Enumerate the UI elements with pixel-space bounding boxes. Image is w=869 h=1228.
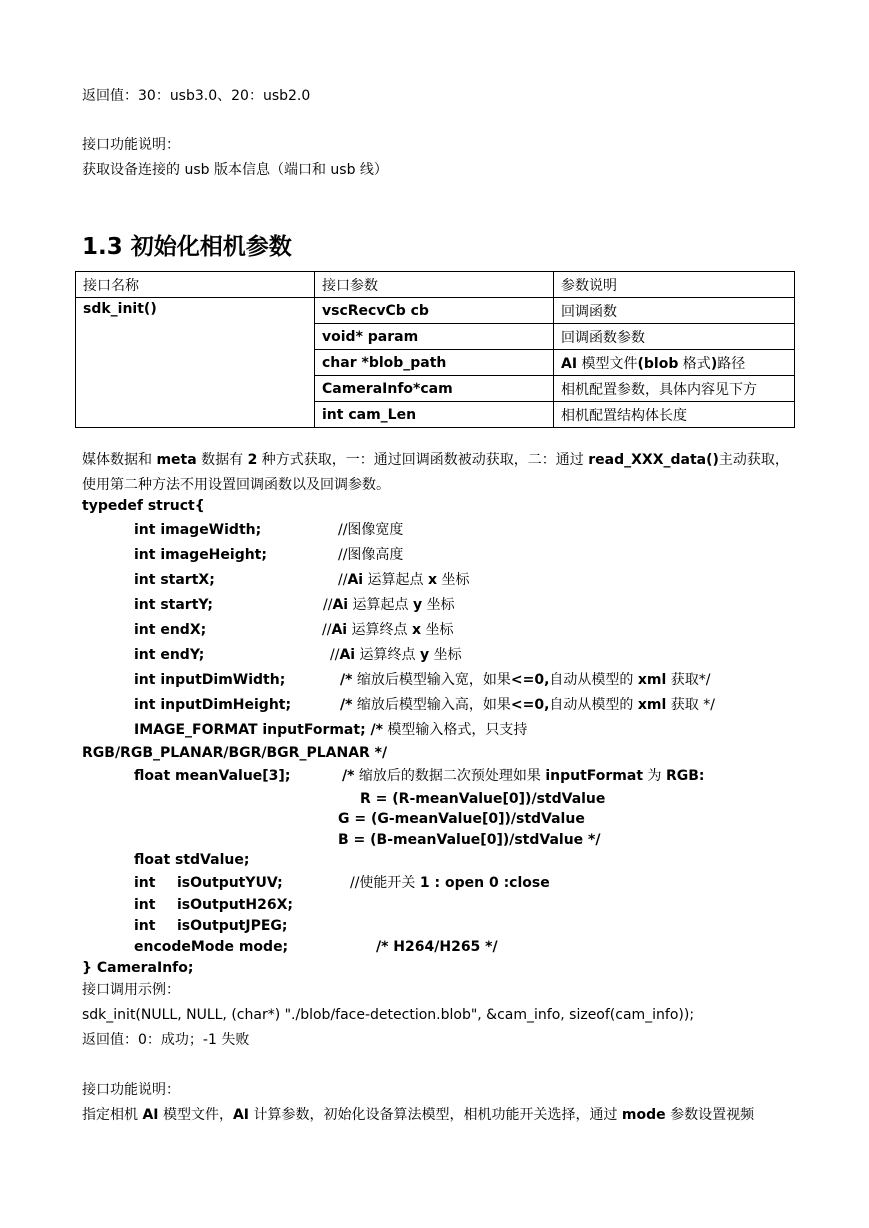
struct-field-comment: //Ai 运算起点 y 坐标 <box>323 597 455 613</box>
desc-bold: AI <box>561 355 578 372</box>
func-desc-label: 接口功能说明： <box>82 1082 180 1098</box>
struct-field-comment: /* 缩放后模型输入宽，如果<=0,自动从模型的 xml 获取*/ <box>340 672 711 688</box>
struct-field-decl: int endX; <box>134 622 207 638</box>
yuv-type: int <box>134 875 156 891</box>
struct-field-decl: int endY; <box>134 647 205 663</box>
mean-value-decl: float meanValue[3]; <box>134 768 291 784</box>
struct-field-comment: //图像高度 <box>338 547 404 563</box>
h26x-name: isOutputH26X; <box>177 897 293 913</box>
jpeg-type: int <box>134 918 156 934</box>
jpeg-name: isOutputJPEG; <box>177 918 288 934</box>
intro-text: 种方式获取，一：通过回调函数被动获取，二：通过 <box>257 452 589 468</box>
table-header-cell: 参数说明 <box>554 272 795 298</box>
usb-func-desc-text: 获取设备连接的 usb 版本信息（端口和 usb 线） <box>82 162 388 178</box>
example-label: 接口调用示例： <box>82 982 180 998</box>
usb-return-value: 返回值：30：usb3.0、20：usb2.0 <box>82 88 311 104</box>
encode-mode-comment: /* H264/H265 */ <box>376 939 498 955</box>
desc-text: 路径 <box>717 355 746 372</box>
function-name-cell: sdk_init() <box>76 298 315 428</box>
image-format-cont: RGB/RGB_PLANAR/BGR/BGR_PLANAR */ <box>82 745 388 761</box>
formula-b: B = (B-meanValue[0])/stdValue */ <box>338 832 601 848</box>
std-value-decl: float stdValue; <box>134 852 250 868</box>
formula-g: G = (G-meanValue[0])/stdValue <box>338 811 585 827</box>
table-header-cell: 接口参数 <box>315 272 554 298</box>
usb-func-desc-label: 接口功能说明： <box>82 137 180 153</box>
param-cell: int cam_Len <box>315 402 554 428</box>
intro-text: 主动获取，使用第二种方法不用设置回调函数以及回调参数。 <box>82 452 789 493</box>
desc-cell: 相机配置结构体长度 <box>554 402 795 428</box>
h26x-type: int <box>134 897 156 913</box>
table-header-cell: 接口名称 <box>76 272 315 298</box>
struct-field-decl: int imageWidth; <box>134 522 262 538</box>
struct-field-decl: int inputDimWidth; <box>134 672 286 688</box>
section-heading: 1.3 初始化相机参数 <box>82 234 292 260</box>
desc-bold: ) <box>710 355 718 372</box>
image-format-line: IMAGE_FORMAT inputFormat; /* 模型输入格式，只支持 <box>134 722 528 738</box>
mean-value-comment: /* 缩放后的数据二次预处理如果 inputFormat 为 RGB: <box>342 768 705 784</box>
desc-cell: 回调函数参数 <box>554 324 795 350</box>
struct-field-comment: //Ai 运算终点 x 坐标 <box>322 622 454 638</box>
yuv-name: isOutputYUV; <box>177 875 283 891</box>
encode-mode-decl: encodeMode mode; <box>134 939 289 955</box>
example-return-value: 返回值：0：成功；-1 失败 <box>82 1032 250 1048</box>
struct-field-decl: int startX; <box>134 572 215 588</box>
intro-text: 数据有 <box>196 452 248 468</box>
formula-r: R = (R-meanValue[0])/stdValue <box>360 791 606 807</box>
struct-open: typedef struct{ <box>82 498 205 514</box>
intro-bold: 2 <box>247 452 258 468</box>
struct-field-comment: //图像宽度 <box>338 522 404 538</box>
desc-cell: 相机配置参数，具体内容见下方 <box>554 376 795 402</box>
param-cell: void* param <box>315 324 554 350</box>
intro-bold: read_XXX_data() <box>588 452 719 468</box>
param-cell: char *blob_path <box>315 350 554 376</box>
yuv-comment: //使能开关 1 : open 0 :close <box>350 875 550 891</box>
struct-field-comment: //Ai 运算起点 x 坐标 <box>338 572 470 588</box>
struct-field-decl: int startY; <box>134 597 213 613</box>
desc-text: 模型文件 <box>577 355 638 372</box>
table-header-row <box>76 272 795 298</box>
intro-text: 媒体数据和 <box>82 452 157 468</box>
api-table <box>75 271 795 428</box>
struct-field-decl: int imageHeight; <box>134 547 267 563</box>
intro-paragraph <box>82 448 792 498</box>
desc-cell <box>554 350 795 376</box>
func-desc-text: 指定相机 AI 模型文件，AI 计算参数，初始化设备算法模型，相机功能开关选择，通过 mode 参数设置视频 <box>82 1107 755 1123</box>
desc-text: 格式 <box>678 355 711 372</box>
param-cell: CameraInfo*cam <box>315 376 554 402</box>
desc-cell: 回调函数 <box>554 298 795 324</box>
struct-field-decl: int inputDimHeight; <box>134 697 292 713</box>
struct-close: } CameraInfo; <box>82 960 194 976</box>
intro-bold: meta <box>156 452 197 468</box>
desc-bold: (blob <box>637 355 679 372</box>
struct-field-comment: /* 缩放后模型输入高，如果<=0,自动从模型的 xml 获取 */ <box>340 697 715 713</box>
table-row <box>76 298 795 324</box>
param-cell: vscRecvCb cb <box>315 298 554 324</box>
example-code: sdk_init(NULL, NULL, (char*) "./blob/face-detection.blob", &cam_info, sizeof(cam_info)); <box>82 1007 695 1023</box>
struct-field-comment: //Ai 运算终点 y 坐标 <box>330 647 462 663</box>
